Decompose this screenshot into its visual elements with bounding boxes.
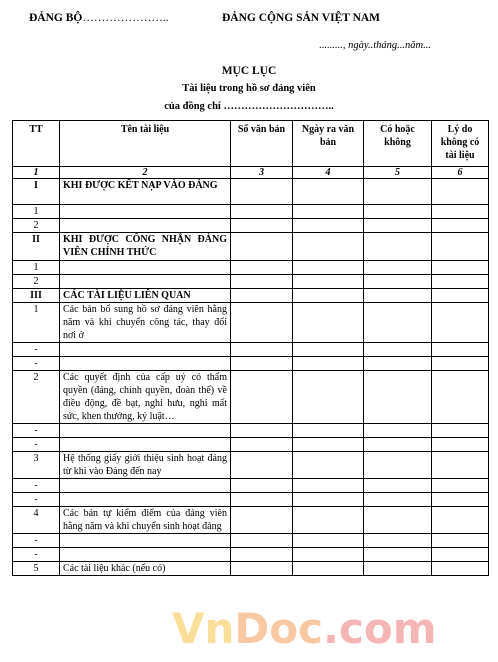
row-number: - [13, 438, 60, 452]
table-row [13, 219, 489, 233]
empty-cell [432, 438, 489, 452]
empty-cell [432, 357, 489, 371]
empty-cell [231, 562, 293, 576]
empty-cell [432, 205, 489, 219]
empty-cell [293, 289, 364, 303]
row-number: - [13, 479, 60, 493]
row-number: 2 [13, 371, 60, 424]
empty-cell [432, 534, 489, 548]
document-name [60, 548, 231, 562]
column-header: Lý do không có tài liệu [432, 121, 489, 167]
empty-cell [231, 261, 293, 275]
empty-cell [364, 179, 432, 205]
section-title: CÁC TÀI LIỆU LIÊN QUAN [60, 289, 231, 303]
document-name [60, 357, 231, 371]
row-number: - [13, 493, 60, 507]
empty-cell [293, 562, 364, 576]
empty-cell [231, 534, 293, 548]
row-number: 5 [13, 562, 60, 576]
empty-cell [364, 548, 432, 562]
document-name [60, 343, 231, 357]
empty-cell [293, 205, 364, 219]
row-number: 2 [13, 219, 60, 233]
empty-cell [293, 179, 364, 205]
party-committee-header [29, 12, 169, 24]
empty-cell [432, 303, 489, 343]
comrade-line [0, 101, 498, 112]
empty-cell [231, 548, 293, 562]
column-header: Tên tài liệu [60, 121, 231, 167]
empty-cell [364, 424, 432, 438]
party-committee-dots: ………………….. [82, 12, 169, 24]
empty-cell [432, 548, 489, 562]
row-number: 2 [13, 275, 60, 289]
document-name: Các tài liệu khác (nếu có) [60, 562, 231, 576]
empty-cell [432, 343, 489, 357]
section-title: KHI ĐƯỢC CÔNG NHẬN ĐẢNG VIÊN CHÍNH THỨC [60, 233, 231, 261]
empty-cell [231, 179, 293, 205]
empty-cell [364, 275, 432, 289]
column-number: 6 [432, 167, 489, 179]
empty-cell [432, 493, 489, 507]
document-name: Các quyết định của cấp uỷ có thẩm quyền (đảng, chính quyền, đoàn thể) về điều động, đề bạt, nghỉ hưu, nghỉ mất sức, khen thưởng, kỷ luật… [60, 371, 231, 424]
page-subtitle: Tài liệu trong hồ sơ đảng viên [182, 83, 316, 94]
empty-cell [293, 479, 364, 493]
empty-cell [231, 438, 293, 452]
row-number: - [13, 357, 60, 371]
empty-cell [293, 261, 364, 275]
empty-cell [293, 371, 364, 424]
empty-cell [364, 357, 432, 371]
document-name [60, 438, 231, 452]
page-title: MỤC LỤC [221, 65, 277, 77]
row-number: 4 [13, 507, 60, 534]
empty-cell [231, 507, 293, 534]
empty-cell [364, 371, 432, 424]
section-number: I [13, 179, 60, 205]
empty-cell [364, 438, 432, 452]
row-number: 1 [13, 261, 60, 275]
empty-cell [293, 219, 364, 233]
comrade-label: của đồng chí [164, 101, 221, 112]
table-row [13, 275, 489, 289]
section-row [13, 179, 489, 205]
empty-cell [364, 289, 432, 303]
row-number: 3 [13, 452, 60, 479]
section-number: III [13, 289, 60, 303]
empty-cell [432, 371, 489, 424]
empty-cell [432, 452, 489, 479]
document-index-table [12, 120, 489, 576]
empty-cell [364, 233, 432, 261]
column-number: 3 [231, 167, 293, 179]
table-row [13, 534, 489, 548]
empty-cell [293, 303, 364, 343]
empty-cell [231, 371, 293, 424]
vndoc-watermark-logo: VnDoc.com [172, 604, 437, 653]
empty-cell [364, 534, 432, 548]
empty-cell [364, 261, 432, 275]
empty-cell [293, 438, 364, 452]
table-row [13, 205, 489, 219]
empty-cell [432, 289, 489, 303]
column-header: Có hoặc không [364, 121, 432, 167]
empty-cell [231, 233, 293, 261]
empty-cell [364, 493, 432, 507]
empty-cell [364, 343, 432, 357]
section-number: II [13, 233, 60, 261]
column-number: 1 [13, 167, 60, 179]
table-header-row [13, 121, 489, 167]
table-row [13, 357, 489, 371]
table-row [13, 343, 489, 357]
empty-cell [231, 424, 293, 438]
table-row [13, 371, 489, 424]
date-line: ........., ngày..tháng...năm... [319, 40, 431, 51]
table-row [13, 438, 489, 452]
column-number: 4 [293, 167, 364, 179]
empty-cell [231, 303, 293, 343]
table-row [13, 507, 489, 534]
empty-cell [364, 507, 432, 534]
table-row [13, 479, 489, 493]
empty-cell [364, 303, 432, 343]
document-name: Các bản bổ sung hồ sơ đảng viên hằng năm và khi chuyển công tác, thay đổi nơi ở [60, 303, 231, 343]
empty-cell [293, 357, 364, 371]
document-name [60, 424, 231, 438]
empty-cell [432, 507, 489, 534]
empty-cell [364, 479, 432, 493]
document-name: Hệ thống giấy giới thiệu sinh hoạt đảng từ khi vào Đảng đến nay [60, 452, 231, 479]
column-number: 5 [364, 167, 432, 179]
party-committee-label: ĐẢNG BỘ [29, 12, 83, 24]
empty-cell [432, 261, 489, 275]
table-row [13, 303, 489, 343]
document-name [60, 275, 231, 289]
section-title: KHI ĐƯỢC KẾT NẠP VÀO ĐẢNG [60, 179, 231, 205]
column-number: 2 [60, 167, 231, 179]
column-header: TT [13, 121, 60, 167]
empty-cell [231, 357, 293, 371]
section-row [13, 233, 489, 261]
document-name [60, 261, 231, 275]
empty-cell [293, 493, 364, 507]
column-number-row [13, 167, 489, 179]
document-name [60, 534, 231, 548]
row-number: - [13, 343, 60, 357]
document-name [60, 205, 231, 219]
table-row [13, 424, 489, 438]
column-header: Số văn bản [231, 121, 293, 167]
empty-cell [364, 205, 432, 219]
document-name [60, 219, 231, 233]
row-number: - [13, 424, 60, 438]
empty-cell [432, 275, 489, 289]
document-name [60, 493, 231, 507]
empty-cell [231, 205, 293, 219]
empty-cell [364, 562, 432, 576]
document-name: Các bản tự kiểm điểm của đảng viên hằng năm và khi chuyển sinh hoạt đảng [60, 507, 231, 534]
row-number: 1 [13, 303, 60, 343]
empty-cell [432, 179, 489, 205]
empty-cell [231, 343, 293, 357]
table-row [13, 548, 489, 562]
table-row [13, 493, 489, 507]
empty-cell [293, 548, 364, 562]
empty-cell [231, 219, 293, 233]
table-body [13, 179, 489, 576]
document-name [60, 479, 231, 493]
empty-cell [231, 452, 293, 479]
empty-cell [293, 424, 364, 438]
column-header: Ngày ra văn bản [293, 121, 364, 167]
empty-cell [231, 479, 293, 493]
row-number: - [13, 534, 60, 548]
empty-cell [432, 424, 489, 438]
empty-cell [293, 343, 364, 357]
empty-cell [293, 233, 364, 261]
empty-cell [432, 479, 489, 493]
empty-cell [293, 534, 364, 548]
party-name: ĐẢNG CỘNG SẢN VIỆT NAM [222, 12, 381, 24]
row-number: 1 [13, 205, 60, 219]
table-row [13, 562, 489, 576]
empty-cell [432, 233, 489, 261]
empty-cell [231, 493, 293, 507]
empty-cell [293, 275, 364, 289]
empty-cell [231, 289, 293, 303]
table-row [13, 261, 489, 275]
comrade-dots: ………………………….. [223, 101, 334, 112]
empty-cell [293, 507, 364, 534]
empty-cell [364, 219, 432, 233]
empty-cell [432, 562, 489, 576]
section-row [13, 289, 489, 303]
empty-cell [432, 219, 489, 233]
table-row [13, 452, 489, 479]
empty-cell [293, 452, 364, 479]
row-number: - [13, 548, 60, 562]
empty-cell [231, 275, 293, 289]
empty-cell [364, 452, 432, 479]
